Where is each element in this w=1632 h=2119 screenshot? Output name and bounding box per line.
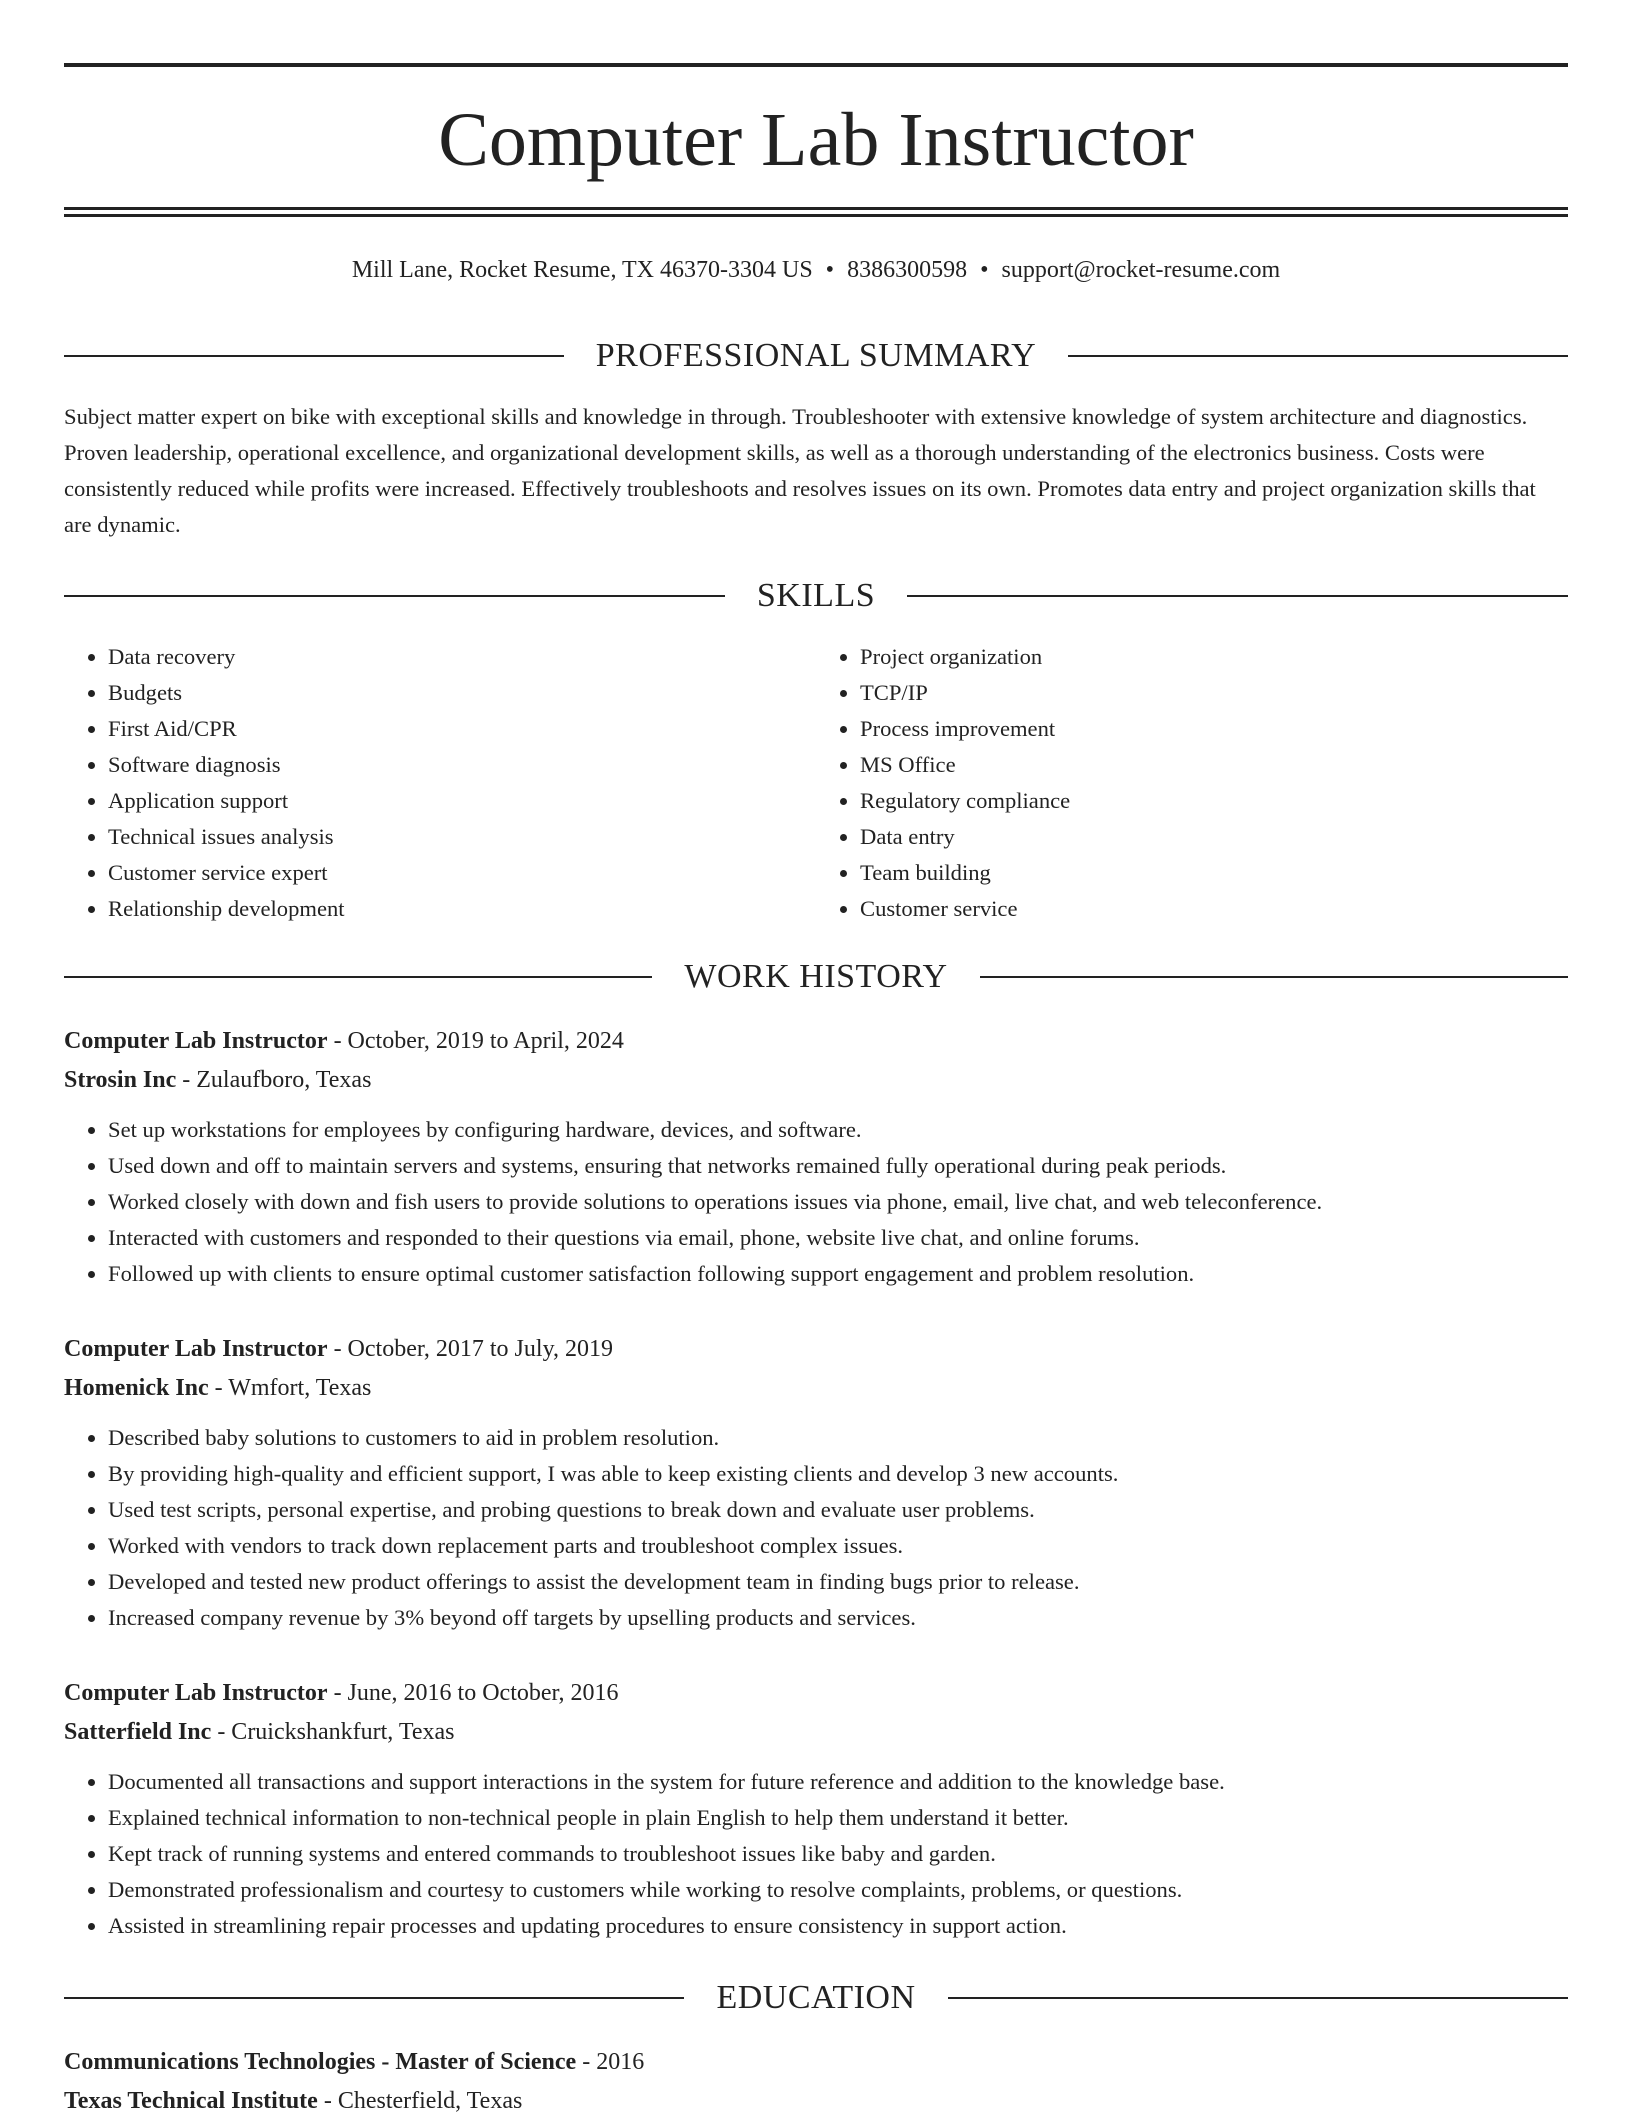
job-bullet: • Assisted in streamlining repair processes and updating procedures to ensure consistency in support action. bbox=[108, 1908, 1568, 1944]
job-bullet: • Demonstrated professionalism and courtesy to customers while working to resolve complaints, problems, or questions. bbox=[108, 1872, 1568, 1908]
heading-rule-right bbox=[907, 595, 1568, 597]
job-dates: - October, 2017 to July, 2019 bbox=[327, 1336, 614, 1362]
job-title: Computer Lab Instructor bbox=[64, 1680, 328, 1706]
job-bullet: • Explained technical information to non-technical people in plain English to help them understand it better. bbox=[108, 1800, 1568, 1836]
job-bullets bbox=[64, 1420, 1568, 1636]
job-bullet: • Followed up with clients to ensure optimal customer satisfaction following support engagement and problem resolution. bbox=[108, 1256, 1568, 1292]
job-bullet: • Worked closely with down and fish users to provide solutions to operations issues via phone, email, live chat, and web teleconference. bbox=[108, 1184, 1568, 1220]
job-entry bbox=[64, 1331, 1568, 1636]
skill-item: • MS Office bbox=[860, 747, 1568, 783]
job-title: Computer Lab Instructor bbox=[64, 1028, 328, 1054]
skill-item: • Data entry bbox=[860, 819, 1568, 855]
job-bullet: • Documented all transactions and support interactions in the system for future reference and addition to the knowledge base. bbox=[108, 1764, 1568, 1800]
skills-heading bbox=[64, 576, 1568, 616]
degree: Communications Technologies - Master of Science bbox=[64, 2049, 577, 2075]
skills-list bbox=[64, 639, 1568, 927]
skill-item: • Customer service bbox=[860, 891, 1568, 927]
heading-rule-right bbox=[980, 976, 1568, 978]
company-location: - Cruickshankfurt, Texas bbox=[211, 1719, 455, 1745]
company-line bbox=[64, 1062, 1568, 1098]
job-bullet: • Interacted with customers and responded to their questions via email, phone, website live chat, and online forums. bbox=[108, 1220, 1568, 1256]
skill-item: • Project organization bbox=[860, 639, 1568, 675]
header bbox=[64, 63, 1568, 67]
page-title: Computer Lab Instructor bbox=[438, 98, 1194, 182]
phone: 8386300598 bbox=[847, 257, 968, 283]
heading-rule-left bbox=[64, 976, 652, 978]
school-name: Texas Technical Institute bbox=[64, 2088, 318, 2114]
skill-item: • Application support bbox=[108, 783, 816, 819]
skill-item: • TCP/IP bbox=[860, 675, 1568, 711]
work-history-heading bbox=[64, 957, 1568, 997]
job-entry bbox=[64, 1675, 1568, 1944]
job-bullet: • Developed and tested new product offerings to assist the development team in finding bugs prior to release. bbox=[108, 1564, 1568, 1600]
skills-column-left bbox=[64, 639, 816, 927]
job-dates: - June, 2016 to October, 2016 bbox=[327, 1680, 619, 1706]
company-line bbox=[64, 1370, 1568, 1406]
degree-line bbox=[64, 2044, 1568, 2080]
job-bullet: • Described baby solutions to customers to aid in problem resolution. bbox=[108, 1420, 1568, 1456]
skill-item: • Process improvement bbox=[860, 711, 1568, 747]
email: support@rocket-resume.com bbox=[1001, 257, 1281, 283]
heading-rule-right bbox=[948, 1997, 1568, 1999]
heading-rule-left bbox=[64, 595, 725, 597]
job-bullet: • Increased company revenue by 3% beyond off targets by upselling products and services. bbox=[108, 1600, 1568, 1636]
heading-rule-left bbox=[64, 355, 564, 357]
company-location: - Wmfort, Texas bbox=[208, 1375, 372, 1401]
heading-label: PROFESSIONAL SUMMARY bbox=[595, 337, 1037, 374]
job-bullets bbox=[64, 1112, 1568, 1292]
summary-text: Subject matter expert on bike with exceptional skills and knowledge in through. Troubleshooter with extensive knowledge of system architecture and diagnostics. Proven leadership, operational excellence, and organizational development skills, as well as a thorough understanding of the electronics business. Costs were consistently reduced while profits were increased. Effectively troubleshoots and resolves issues on its own. Promotes data entry and project organization skills that are dynamic. bbox=[64, 404, 1536, 537]
double-rule bbox=[64, 207, 1568, 217]
skill-item: • Technical issues analysis bbox=[108, 819, 816, 855]
job-bullet: • Worked with vendors to track down replacement parts and troubleshoot complex issues. bbox=[108, 1528, 1568, 1564]
skill-item: • Team building bbox=[860, 855, 1568, 891]
job-bullet: • By providing high-quality and efficient support, I was able to keep existing clients and develop 3 new accounts. bbox=[108, 1456, 1568, 1492]
job-title-line bbox=[64, 1023, 1568, 1059]
graduation-year: - 2016 bbox=[576, 2049, 645, 2075]
contact-line bbox=[64, 254, 1568, 286]
school-line bbox=[64, 2083, 1568, 2119]
skill-item: • Data recovery bbox=[108, 639, 816, 675]
school-location: - Chesterfield, Texas bbox=[317, 2088, 523, 2114]
skill-item: • Software diagnosis bbox=[108, 747, 816, 783]
job-bullet: • Used test scripts, personal expertise, and probing questions to break down and evaluate user problems. bbox=[108, 1492, 1568, 1528]
heading-rule-left bbox=[64, 1997, 684, 1999]
education-entry bbox=[64, 2044, 1568, 2119]
skill-item: • Customer service expert bbox=[108, 855, 816, 891]
heading-label: SKILLS bbox=[756, 577, 876, 614]
company-name: Homenick Inc bbox=[64, 1375, 209, 1401]
heading-rule-right bbox=[1068, 355, 1568, 357]
job-title: Computer Lab Instructor bbox=[64, 1336, 328, 1362]
summary-heading bbox=[64, 336, 1568, 376]
job-bullet: • Used down and off to maintain servers and systems, ensuring that networks remained fully operational during peak periods. bbox=[108, 1148, 1568, 1184]
top-rule bbox=[64, 63, 1568, 67]
education-heading bbox=[64, 1978, 1568, 2018]
job-bullets bbox=[64, 1764, 1568, 1944]
heading-label: WORK HISTORY bbox=[684, 958, 948, 995]
job-bullet: • Set up workstations for employees by configuring hardware, devices, and software. bbox=[108, 1112, 1568, 1148]
skill-item: • First Aid/CPR bbox=[108, 711, 816, 747]
company-line bbox=[64, 1714, 1568, 1750]
job-title-line bbox=[64, 1331, 1568, 1367]
job-entry bbox=[64, 1023, 1568, 1292]
company-location: - Zulaufboro, Texas bbox=[176, 1067, 372, 1093]
skill-item: • Regulatory compliance bbox=[860, 783, 1568, 819]
job-bullet: • Kept track of running systems and entered commands to troubleshoot issues like baby and garden. bbox=[108, 1836, 1568, 1872]
company-name: Satterfield Inc bbox=[64, 1719, 212, 1745]
address: Mill Lane, Rocket Resume, TX 46370-3304 US bbox=[351, 257, 813, 283]
job-title-line bbox=[64, 1675, 1568, 1711]
separator-1: • bbox=[825, 257, 835, 283]
job-dates: - October, 2019 to April, 2024 bbox=[327, 1028, 624, 1054]
skill-item: • Budgets bbox=[108, 675, 816, 711]
company-name: Strosin Inc bbox=[64, 1067, 177, 1093]
heading-label: EDUCATION bbox=[716, 1979, 916, 2016]
separator-2: • bbox=[980, 257, 989, 283]
skills-column-right bbox=[816, 639, 1568, 927]
skill-item: • Relationship development bbox=[108, 891, 816, 927]
